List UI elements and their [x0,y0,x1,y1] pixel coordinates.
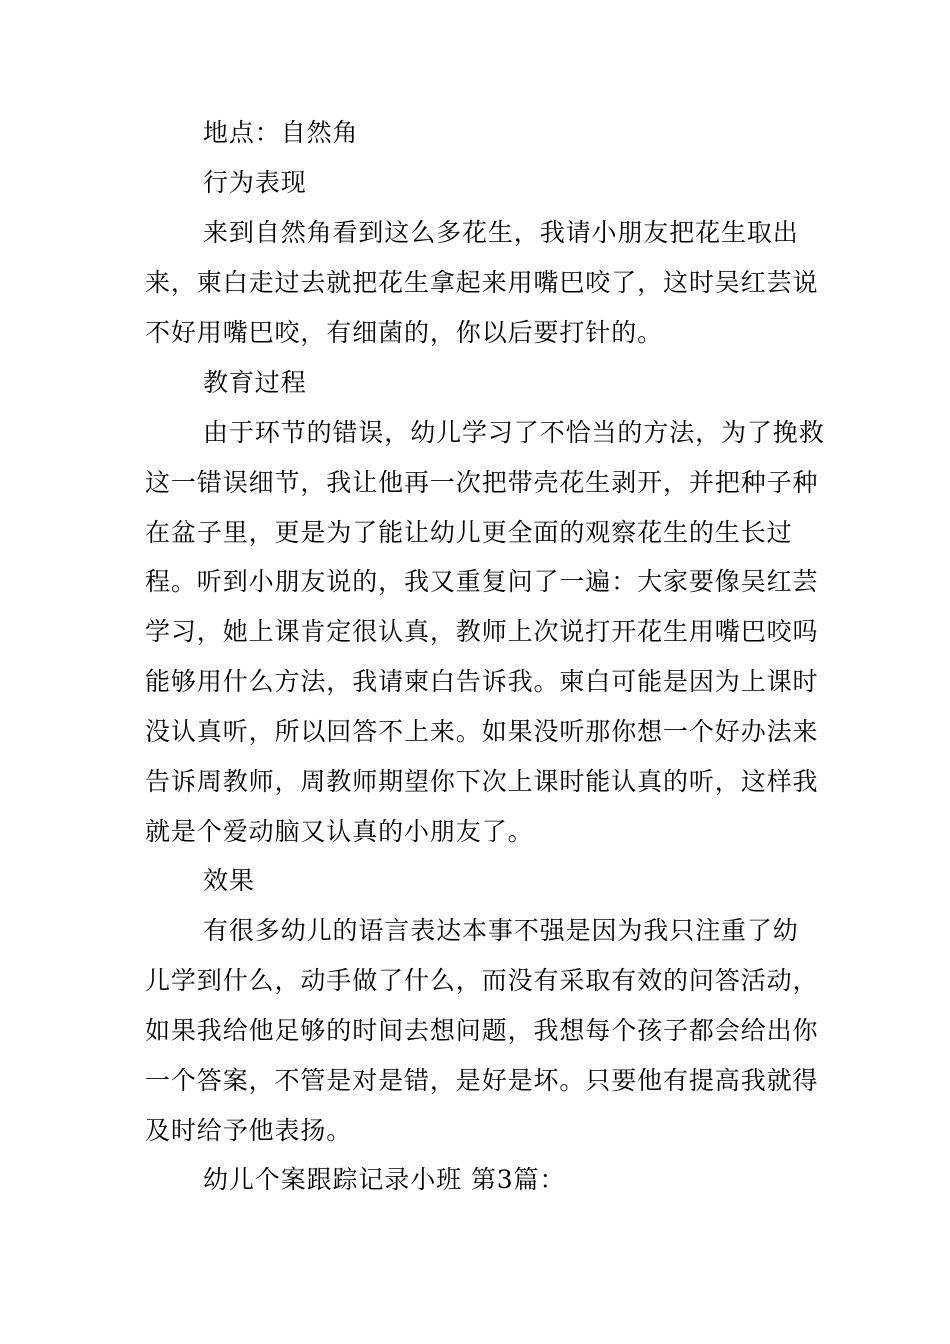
paragraph-line: 这一错误细节，我让他再一次把带壳花生剥开，并把种子种 [145,468,819,497]
heading-education-process: 教育过程 [203,368,307,397]
heading-behavior: 行为表现 [203,168,307,197]
paragraph-line: 程。听到小朋友说的，我又重复问了一遍：大家要像吴红芸 [145,567,819,596]
paragraph-line: 及时给予他表扬。 [145,1116,353,1145]
paragraph-line: 儿学到什么，动手做了什么，而没有采取有效的问答活动， [145,966,819,995]
paragraph-line: 有很多幼儿的语言表达本事不强是因为我只注重了幼 [203,916,799,945]
paragraph-line: 就是个爱动脑又认真的小朋友了。 [145,817,534,846]
paragraph-line: 能够用什么方法，我请柬白告诉我。柬白可能是因为上课时 [145,667,819,696]
paragraph-line: 学习，她上课肯定很认真，教师上次说打开花生用嘴巴咬吗 [145,617,819,646]
heading-effect: 效果 [203,866,255,895]
section-title: 幼儿个案跟踪记录小班 第3篇： [203,1165,566,1194]
paragraph-line: 在盆子里，更是为了能让幼儿更全面的观察花生的生长过 [145,518,793,547]
location-line: 地点：自然角 [203,118,359,147]
paragraph-line: 没认真听，所以回答不上来。如果没听那你想一个好办法来 [145,717,819,746]
paragraph-line: 不好用嘴巴咬，有细菌的，你以后要打针的。 [145,318,664,347]
paragraph-line: 如果我给他足够的时间去想问题，我想每个孩子都会给出你 [145,1016,819,1045]
paragraph-line: 告诉周教师，周教师期望你下次上课时能认真的听，这样我 [145,767,819,796]
paragraph-line: 一个答案，不管是对是错，是好是坏。只要他有提高我就得 [145,1066,819,1095]
paragraph-line: 由于环节的错误，幼儿学习了不恰当的方法，为了挽救 [203,418,825,447]
paragraph-line: 来到自然角看到这么多花生，我请小朋友把花生取出 [203,218,799,247]
paragraph-line: 来，柬白走过去就把花生拿起来用嘴巴咬了，这时吴红芸说 [145,268,819,297]
